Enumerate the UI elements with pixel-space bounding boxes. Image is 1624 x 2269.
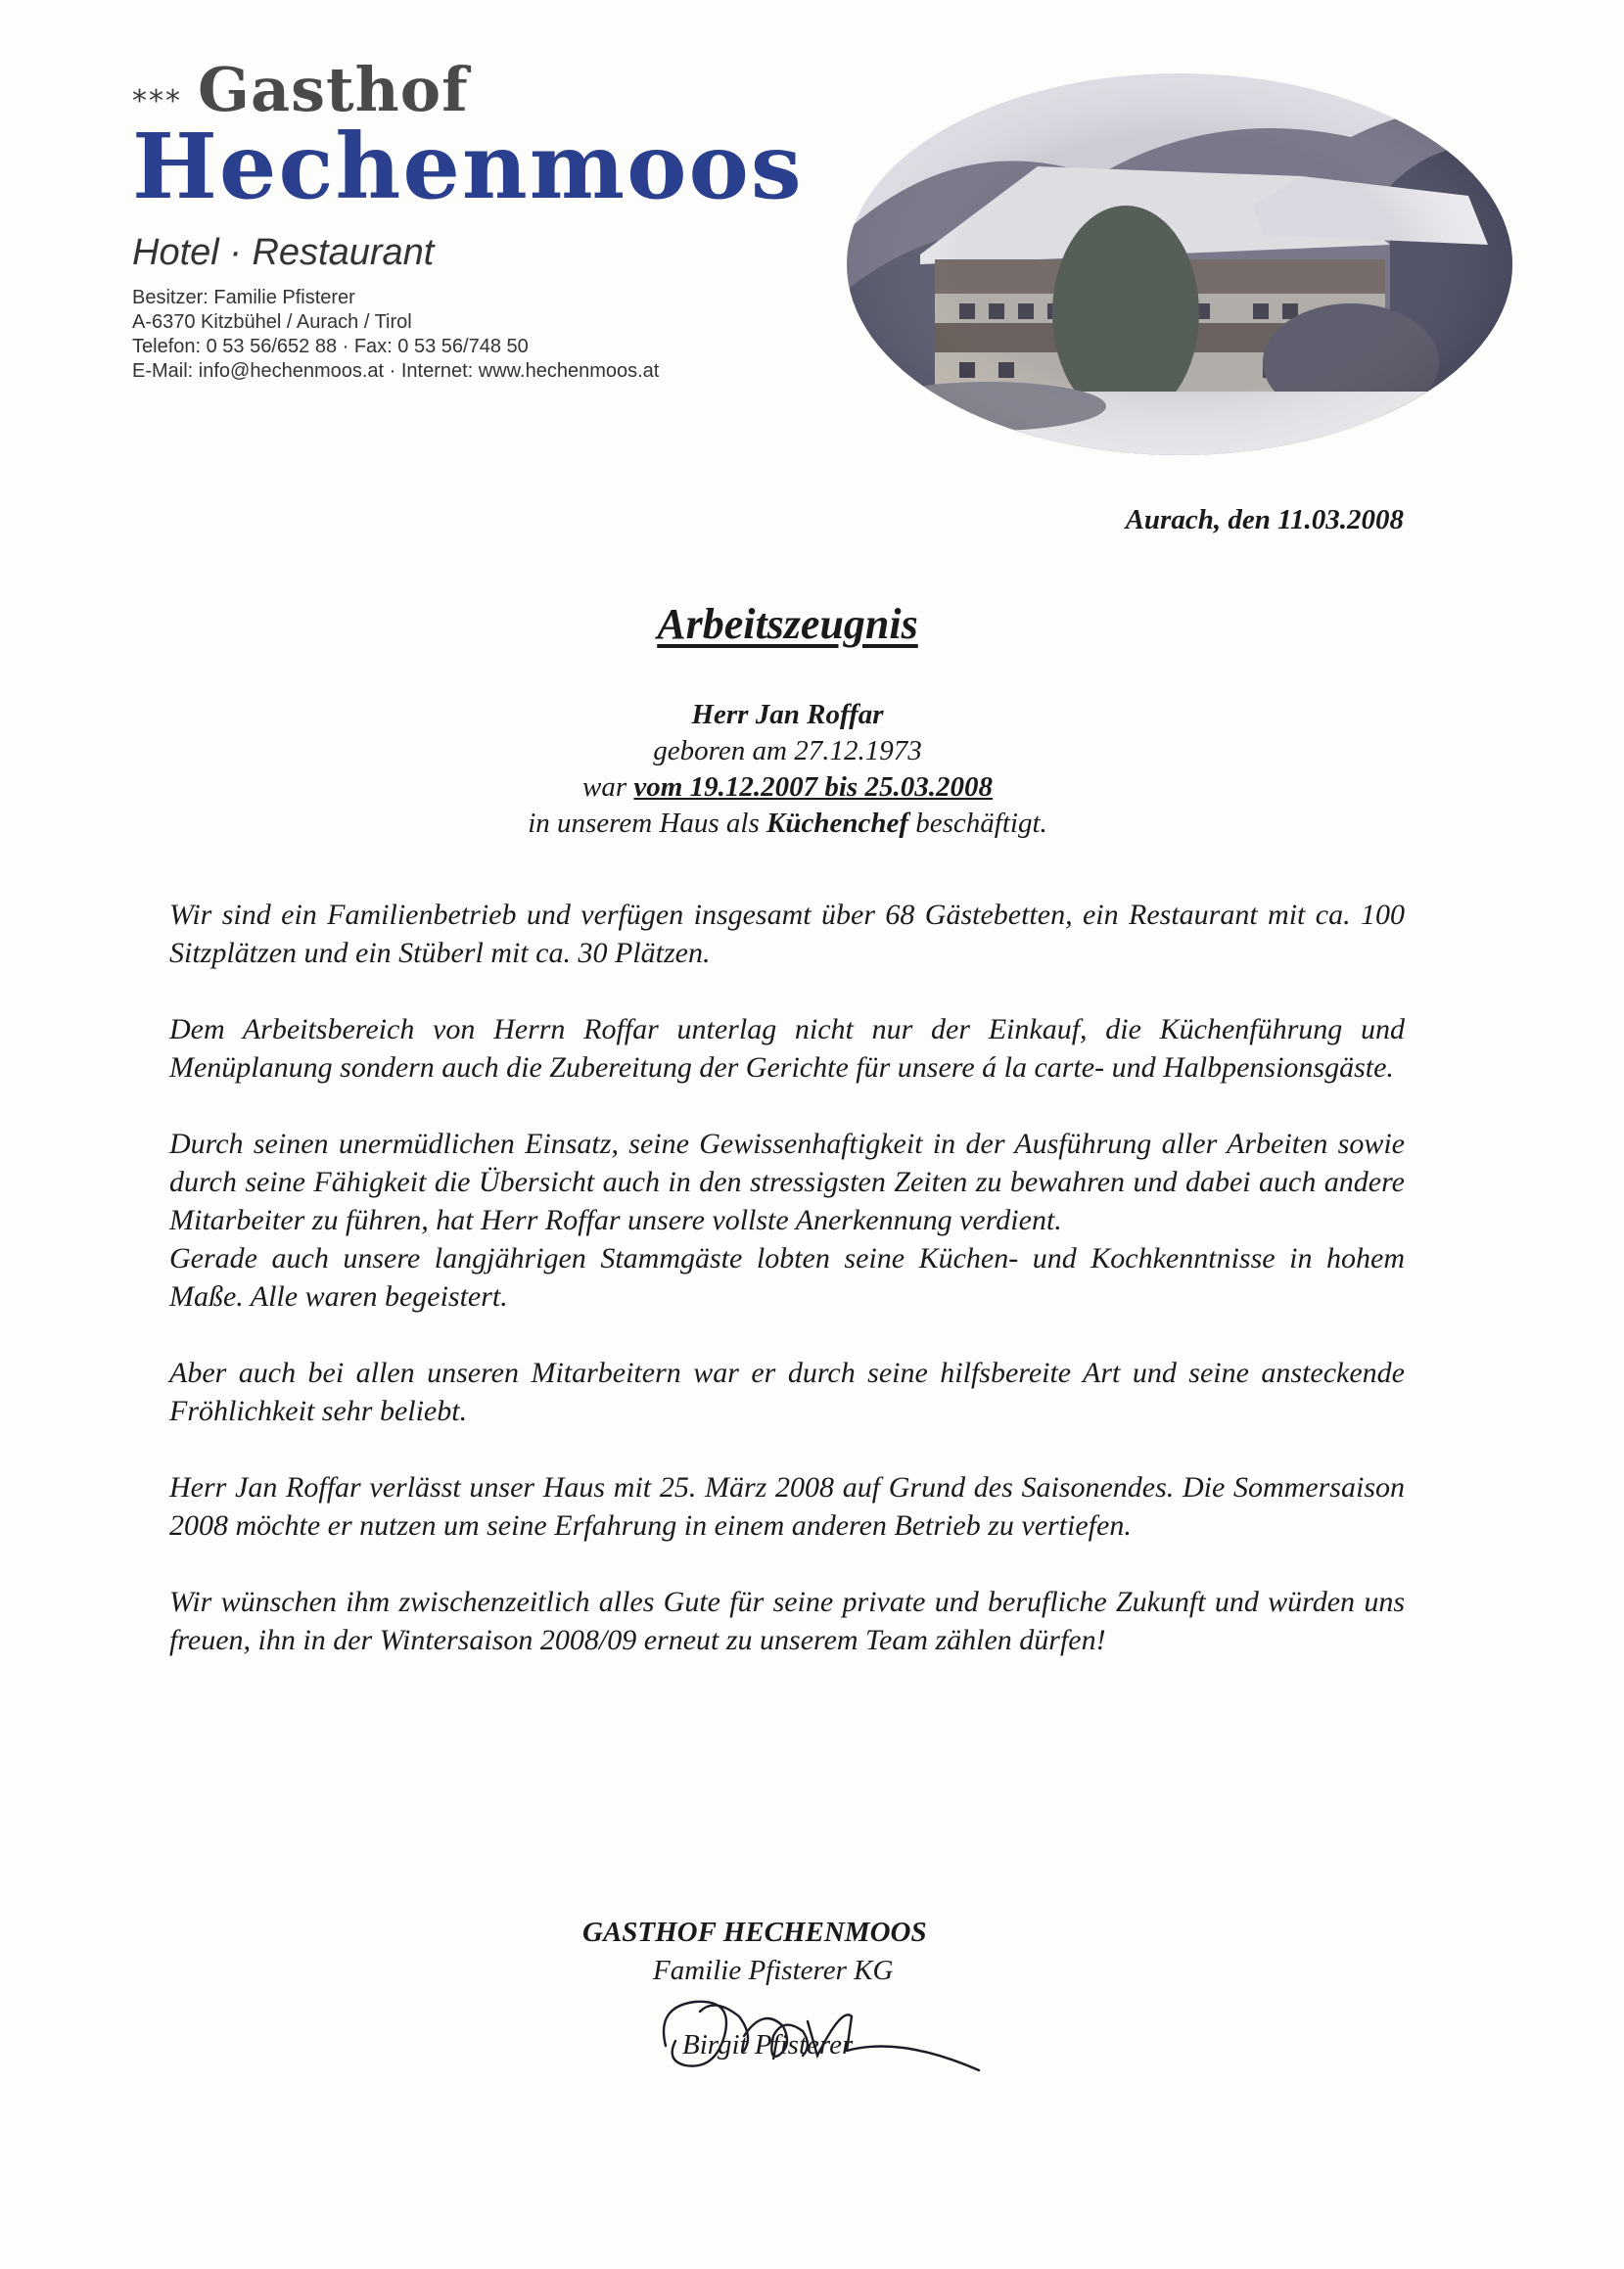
contact-owner: Besitzer: Familie Pfisterer xyxy=(132,286,355,308)
logo-subtitle: Hotel · Restaurant xyxy=(132,231,435,273)
closing-company: GASTHOF HECHENMOOS xyxy=(582,1917,927,1948)
contact-block xyxy=(132,286,719,384)
letter-date: Aurach, den 11.03.2008 xyxy=(1125,504,1404,535)
paragraph-guests: Gerade auch unsere langjährigen Stammgäste lobten seine Küchen- und Kochkenntnisse in hohem Maße. Alle waren begeistert. xyxy=(169,1242,1405,1313)
paragraph-performance: Durch seinen unermüdlichen Einsatz, seine Gewissenhaftigkeit in der Ausführung aller Arbeiten sowie durch seine Fähigkeit die Übersicht auch in den stressigsten Zeiten zu bewahren und dabei auch andere Mitarbeiter zu führen, hat Herr Roffar unsere vollste Anerkennung verdient. xyxy=(169,1128,1405,1236)
paragraph-responsibilities: Dem Arbeitsbereich von Herrn Roffar unterlag nicht nur der Einkauf, die Küchenführung und Menüplanung sondern auch die Zubereitung der Gerichte für unsere á la carte- und Halbpensionsgäste. xyxy=(169,1013,1405,1084)
closing-family: Familie Pfisterer KG xyxy=(653,1955,894,1986)
document-title-text: Arbeitszeugnis xyxy=(657,600,918,648)
position-suffix: beschäftigt. xyxy=(915,808,1047,839)
employment-position-line xyxy=(0,806,1575,842)
hotel-photo-icon xyxy=(842,69,1517,460)
employee-name: Herr Jan Roffar xyxy=(691,699,884,730)
employee-birthdate: geboren am 27.12.1973 xyxy=(653,735,922,766)
document-title xyxy=(0,599,1575,649)
paragraph-colleagues: Aber auch bei allen unseren Mitarbeitern war er durch seine hilfsbereite Art und seine ansteckende Fröhlichkeit sehr beliebt. xyxy=(169,1357,1405,1427)
contact-phone: Telefon: 0 53 56/652 88 · Fax: 0 53 56/748 50 xyxy=(132,335,529,357)
paragraph-company: Wir sind ein Familienbetrieb und verfügen insgesamt über 68 Gästebetten, ein Restaurant mit ca. 100 Sitzplätzen und ein Stüberl mit ca. 30 Plätzen. xyxy=(169,899,1405,969)
employment-period-line xyxy=(0,769,1575,806)
signature-icon xyxy=(646,1977,998,2095)
rating-stars: *** xyxy=(132,84,182,118)
position-prefix: in unserem Haus als xyxy=(528,808,760,839)
letterhead-logo xyxy=(132,54,804,384)
logo-gasthof: Gasthof xyxy=(198,54,469,125)
paragraph-departure: Herr Jan Roffar verlässt unser Haus mit 25. März 2008 auf Grund des Saisonendes. Die Sommersaison 2008 möchte er nutzen um seine Erfahrung in einem anderen Betrieb zu vertiefen. xyxy=(169,1471,1405,1542)
paragraph-wishes: Wir wünschen ihm zwischenzeitlich alles Gute für seine private und berufliche Zukunft und würden uns freuen, ihn in der Wintersaison 2008/09 erneut zu unserem Team zählen dürfen! xyxy=(169,1586,1405,1656)
logo-hotel-name: Hechenmoos xyxy=(132,114,804,219)
employment-position: Küchenchef xyxy=(766,808,909,839)
period-prefix: war xyxy=(582,771,627,803)
contact-address: A-6370 Kitzbühel / Aurach / Tirol xyxy=(132,310,412,333)
employment-period: vom 19.12.2007 bis 25.03.2008 xyxy=(633,771,993,803)
letter-body xyxy=(169,896,1405,1697)
employee-intro xyxy=(0,697,1575,842)
contact-web: E-Mail: info@hechenmoos.at · Internet: www.hechenmoos.at xyxy=(132,359,660,382)
closing-signer: Birgit Pfisterer xyxy=(682,2029,854,2061)
